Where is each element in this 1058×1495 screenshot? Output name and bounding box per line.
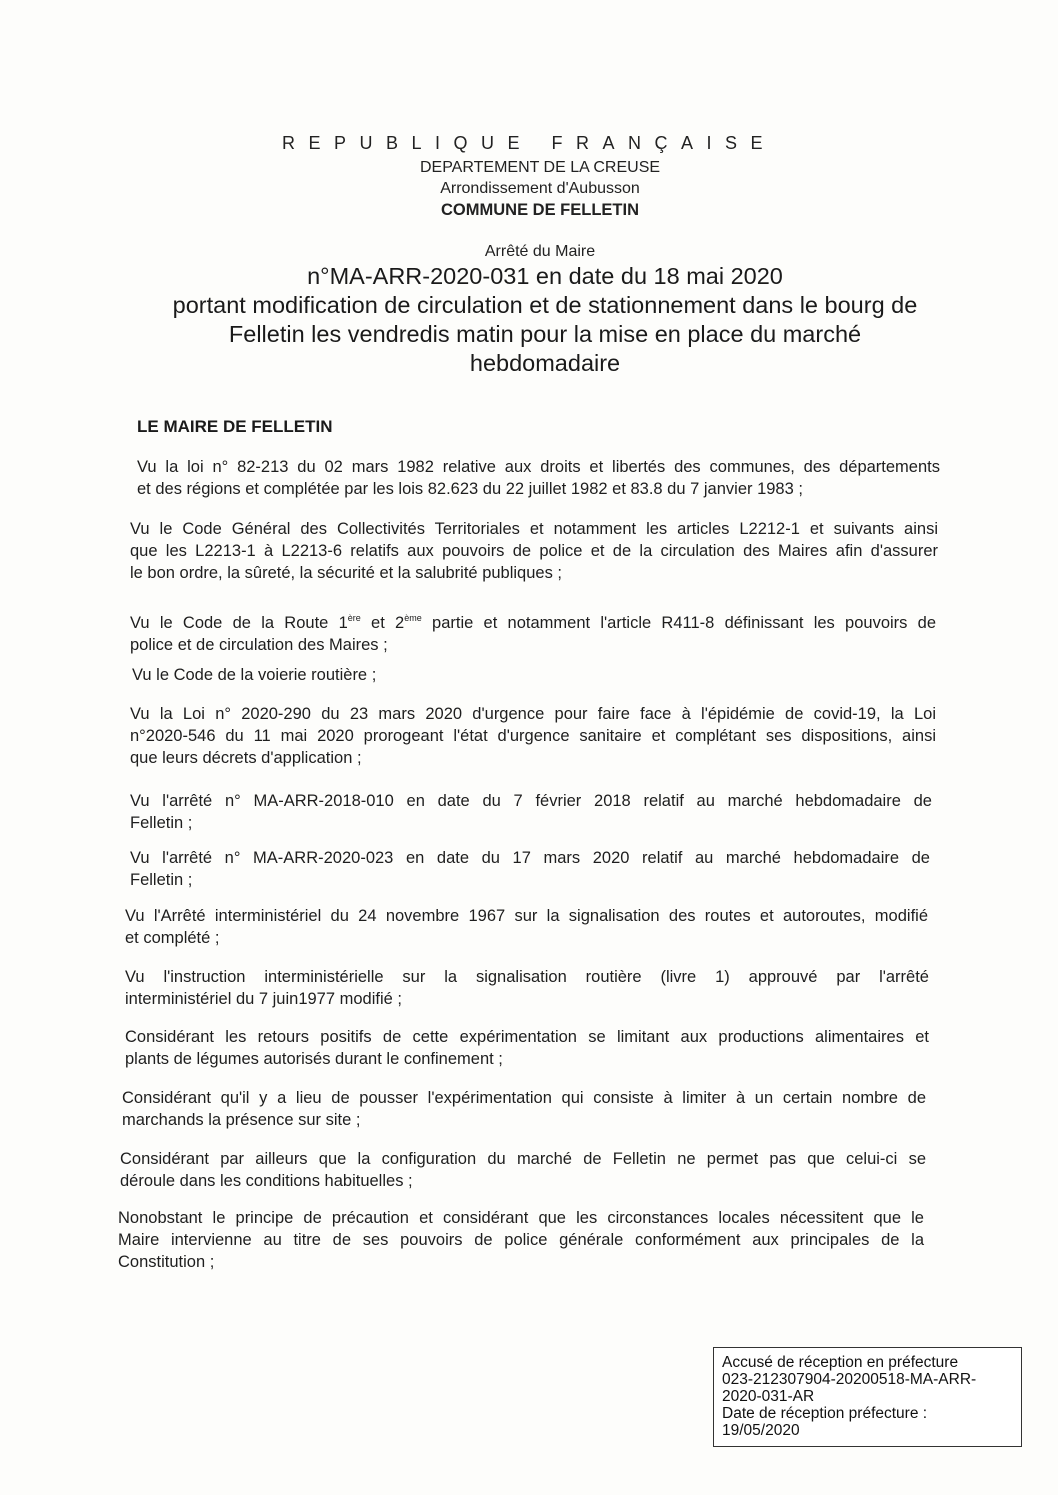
paragraph-line: police et de circulation des Maires ; [130,636,388,654]
paragraph-line: que les L2213-1 à L2213-6 relatifs aux pouvoirs de police et de la circulation des Maires afin d'assurer [130,542,938,560]
considerant-paragraph [120,1148,926,1192]
paragraph-line-route-code [130,607,936,634]
departement-line: DEPARTEMENT DE LA CREUSE [419,159,661,176]
paragraph-line: Vu l'Arrêté interministériel du 24 novembre 1967 sur la signalisation des routes et autoroutes, modifié [125,907,928,925]
considerant-paragraph [125,1026,929,1070]
stamp-line: 023-212307904-20200518-MA-ARR- [722,1371,977,1388]
arrondissement-line: Arrondissement d'Aubusson [440,180,640,197]
considerant-paragraph [137,456,940,500]
paragraph-line: Vu l'arrêté n° MA-ARR-2020-023 en date du 17 mars 2020 relatif au marché hebdomadaire de [130,849,930,867]
paragraph-line: Felletin ; [130,871,193,889]
commune-line: COMMUNE DE FELLETIN [441,201,639,219]
route-code-text: partie et notamment l'article R411-8 définissant les pouvoirs de [421,614,937,632]
considerant-paragraph [130,790,932,834]
paragraph-line: déroule dans les conditions habituelles ; [120,1172,413,1190]
route-code-sup: ème [404,613,422,623]
republique-heading: REPUBLIQUE FRANÇAISE [282,133,777,153]
considerant-paragraph [118,1207,924,1273]
arrete-title-line: Felletin les vendredis matin pour la mise en place du marché [228,321,862,347]
paragraph-line: plants de légumes autorisés durant le confinement ; [125,1050,503,1068]
paragraph-line: et des régions et complétée par les lois 82.623 du 22 juillet 1982 et 83.8 du 7 janvier 1983 ; [137,480,803,498]
considerant-paragraph [130,703,936,769]
arrete-title [130,262,960,378]
paragraph-line: interministériel du 7 juin1977 modifié ; [125,990,402,1008]
stamp-line: Date de réception préfecture : [722,1405,928,1422]
route-code-sup: ère [347,613,361,623]
paragraph-line: Vu le Code Général des Collectivités Territoriales et notamment les articles L2212-1 et suivants ainsi [130,520,938,538]
paragraph-line: que leurs décrets d'application ; [130,749,362,767]
paragraph-line: Considérant par ailleurs que la configuration du marché de Felletin ne permet pas que celui-ci se [120,1150,926,1168]
paragraph-line: Felletin ; [130,814,193,832]
paragraph-line: Maire intervienne au titre de ses pouvoirs de police générale conformément aux principales de la [118,1231,924,1249]
considerant-paragraph [125,905,928,949]
route-code-text: et 2 [360,614,405,632]
paragraph-line: le bon ordre, la sûreté, la sécurité et la salubrité publiques ; [130,564,562,582]
paragraph-line: Vu la Loi n° 2020-290 du 23 mars 2020 d'urgence pour faire face à l'épidémie de covid-19, la Loi [130,705,936,723]
paragraph-line: Considérant les retours positifs de cette expérimentation se limitant aux productions alimentaires et [125,1028,929,1046]
arrete-label: Arrêté du Maire [484,243,596,260]
considerant-paragraph [125,966,929,1010]
stamp-line: 19/05/2020 [722,1422,800,1439]
stamp-line: Accusé de réception en préfecture [722,1354,959,1371]
arrete-title-line: portant modification de circulation et de stationnement dans le bourg de [172,292,918,318]
prefecture-receipt-stamp [713,1347,1022,1447]
considerant-paragraph [122,1087,926,1131]
paragraph-line: n°2020-546 du 11 mai 2020 prorogeant l'état d'urgence sanitaire et complétant ses dispositions, ainsi [130,727,936,745]
route-code-text: Vu le Code de la Route 1 [130,614,348,632]
paragraph-line: Nonobstant le principe de précaution et considérant que les circonstances locales nécessitent que le [118,1209,924,1227]
paragraph-line: Vu la loi n° 82-213 du 02 mars 1982 relative aux droits et libertés des communes, des départements [137,458,940,476]
considerant-paragraph [130,847,930,891]
paragraph-line: marchands la présence sur site ; [122,1111,361,1129]
paragraph-line: Vu l'instruction interministérielle sur la signalisation routière (livre 1) approuvé par l'arrêté [125,968,929,986]
paragraph-line: Considérant qu'il y a lieu de pousser l'expérimentation qui consiste à limiter à un certain nombre de [122,1089,926,1107]
arrete-title-line: n°MA-ARR-2020-031 en date du 18 mai 2020 [307,263,783,289]
stamp-line: 2020-031-AR [722,1388,815,1405]
arrete-title-line: hebdomadaire [469,350,621,376]
considerant-paragraph [130,518,938,584]
paragraph-line: Constitution ; [118,1253,215,1271]
considerant-paragraph [130,607,936,656]
paragraph-line: Vu l'arrêté n° MA-ARR-2018-010 en date du 7 février 2018 relatif au marché hebdomadaire de [130,792,932,810]
paragraph-line: et complété ; [125,929,220,947]
paragraph-line: Vu le Code de la voierie routière ; [132,666,377,684]
maire-heading: LE MAIRE DE FELLETIN [137,417,333,436]
considerant-paragraph [132,664,932,686]
